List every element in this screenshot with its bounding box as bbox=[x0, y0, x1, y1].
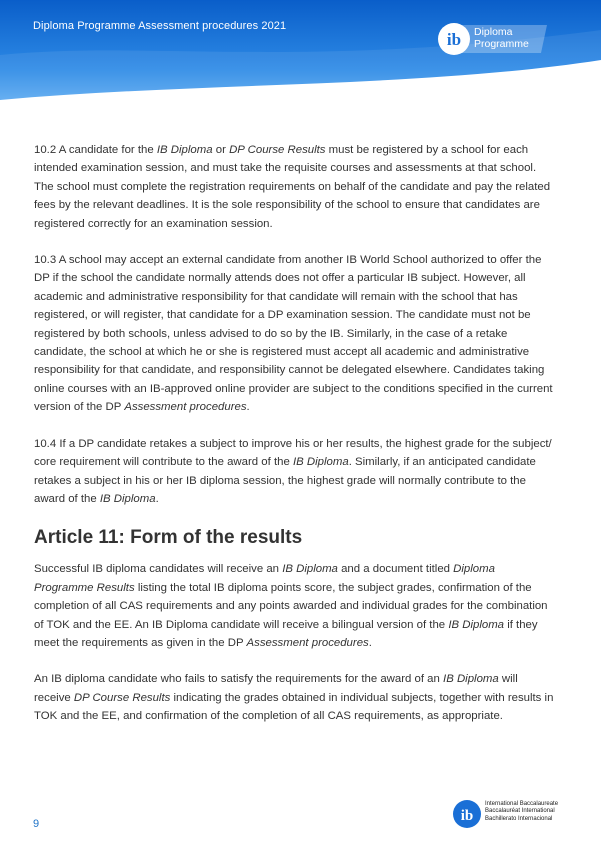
badge-line-2: Programme bbox=[474, 38, 529, 50]
article-11-heading: Article 11: Form of the results bbox=[34, 527, 303, 549]
organization-name bbox=[485, 801, 558, 823]
paragraph-10-4: 10.4 If a DP candidate retakes a subject to improve his or her results, the highest grade for the subject/ core requirement will contribute to the award of the IB Diploma. Similarly, if an anticipated candidate retakes a subject in his or her IB diploma session, the highest grade will normally contribute to the award of the IB Diploma. bbox=[34, 437, 552, 505]
badge-ib-logo: ib bbox=[446, 30, 462, 49]
badge-label bbox=[474, 26, 529, 50]
ib-logo-icon bbox=[452, 799, 482, 829]
paragraph-10-3: 10.3 A school may accept an external candidate from another IB World School authorized to offer the DP if the school the candidate normally attends does not offer a particular IB subject. However, all academic and administrative responsibility for that candidate will remain with the school that has registered, or will register, that candidate for a DP examination session. The candidate must not be registered by both schools, unless advised to do so by the IB. Similarly, in the case of a retake candidate, the school at which he or she is registered must accept all academic and administrative responsibility for that candidate, and responsibility cannot be delegated elsewhere. Candidates taking online courses with an IB-approved online provider are subject to the conditions specified in the current version of the DP Assessment procedures. bbox=[34, 254, 553, 414]
paragraph-11-1: Successful IB diploma candidates will receive an IB Diploma and a document titled Diploma Programme Results listing the total IB diploma points score, the subject grades, confirmation of the completion of all CAS requirements and any points awarded and individual grades for the combination of TOK and the EE. An IB Diploma candidate will receive a bilingual version of the IB Diploma if they meet the requirements as given in the DP Assessment procedures. bbox=[34, 563, 548, 649]
org-line-3: Bachillerato Internacional bbox=[485, 815, 553, 822]
paragraph-10-2: 10.2 A candidate for the IB Diploma or DP Course Results must be registered by a school for each intended examination session, and must take the requisite courses and assessments at that school. The school must complete the registration requirements on behalf of the candidate and pay the related fees by the relevant deadlines. It is the sole responsibility of the school to ensure that candidates are registered correctly for an examination session. bbox=[34, 144, 551, 230]
org-line-1: International Baccalaureate bbox=[485, 801, 559, 807]
page-number: 9 bbox=[33, 818, 40, 830]
footer-ib-logo-text: ib bbox=[460, 808, 474, 824]
document-title: Diploma Programme Assessment procedures 2021 bbox=[33, 20, 287, 32]
paragraph-11-2: An IB diploma candidate who fails to satisfy the requirements for the award of an IB Diploma will receive DP Course Results indicating the grades obtained in individual subjects, together with results in TOK and the EE, and confirmation of the completion of all CAS requirements, as appropriate. bbox=[34, 673, 554, 723]
page-header bbox=[0, 0, 601, 100]
main-content bbox=[34, 141, 554, 744]
org-line-2: Baccalauréat International bbox=[485, 808, 555, 815]
badge-line-1: Diploma bbox=[474, 26, 513, 38]
